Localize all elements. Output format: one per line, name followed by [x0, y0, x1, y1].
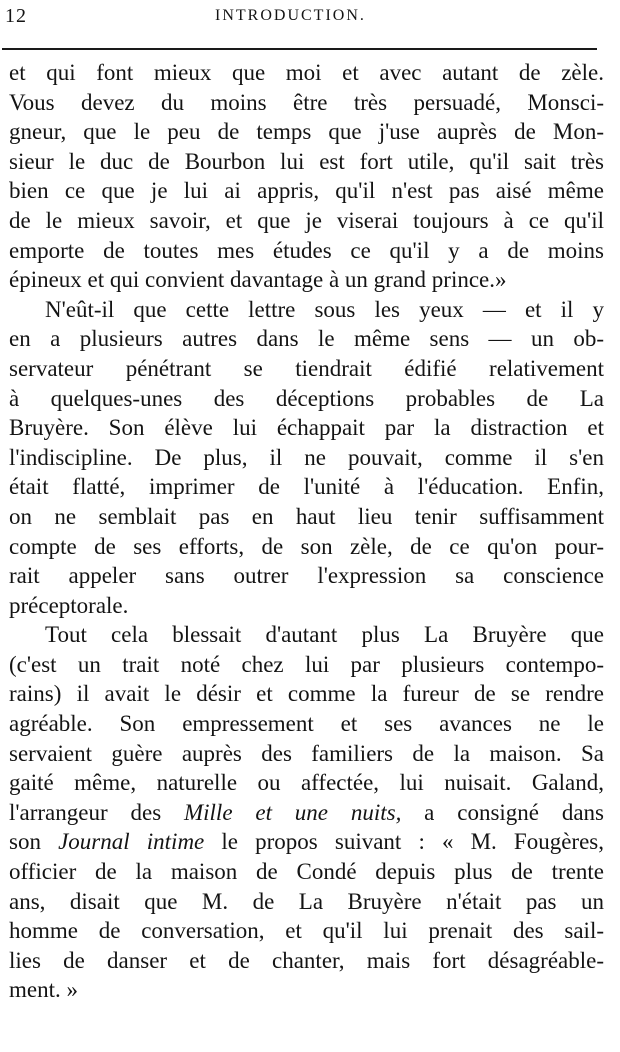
text-run: le propos suivant : « M. Fougères,: [204, 829, 604, 855]
text-line: servateur pénétrant se tiendrait édifié relativement: [9, 355, 604, 381]
text-line: compte de ses efforts, de son zèle, de ce qu'on pour-: [9, 533, 604, 559]
text-line: emporte de toutes mes études ce qu'il y a de moins: [9, 237, 604, 263]
text-line: rait appeler sans outrer l'expression sa conscience: [9, 563, 604, 589]
text-line: en a plusieurs autres dans le même sens — un ob-: [9, 326, 604, 352]
text-line: N'eût-il que cette lettre sous les yeux — et il y: [45, 296, 604, 322]
text-line: Bruyère. Son élève lui échappait par la distraction et: [9, 415, 604, 441]
text-line: ans, disait que M. de La Bruyère n'était pas un: [9, 888, 604, 914]
text-line: préceptorale.: [9, 592, 129, 618]
text-line: lies de danser et de chanter, mais fort désagréable-: [9, 947, 604, 973]
text-line: gaité même, naturelle ou affectée, lui nuisait. Galand,: [9, 770, 604, 796]
text-line: agréable. Son empressement et ses avances ne le: [9, 711, 604, 737]
text-line: à quelques-unes des déceptions probables de La: [9, 385, 604, 411]
text-line: de le mieux savoir, et que je viserai toujours à ce qu'il: [9, 207, 604, 233]
header-rule: [2, 48, 597, 50]
text-line: l'indiscipline. De plus, il ne pouvait, comme il s'en: [9, 444, 604, 470]
text-line: bien ce que je lui ai appris, qu'il n'est pas aisé même: [9, 178, 604, 204]
text-line: on ne semblait pas en haut lieu tenir suffisamment: [9, 503, 604, 529]
page-number: 12: [5, 5, 27, 27]
text-run: l'arrangeur des: [9, 799, 184, 825]
text-line: gneur, que le peu de temps que j'use auprès de Mon-: [9, 119, 604, 145]
text-line: Tout cela blessait d'autant plus La Bruyère que: [45, 622, 604, 648]
text-line: ment. »: [9, 977, 78, 1003]
text-run: son: [9, 829, 59, 855]
text-line: servaient guère auprès des familiers de la maison. Sa: [9, 740, 604, 766]
text-line: était flatté, imprimer de l'unité à l'éducation. Enfin,: [9, 474, 604, 500]
text-line-galand: [9, 798, 604, 828]
running-title: INTRODUCTION.: [215, 7, 366, 24]
text-run: a consigné dans: [401, 799, 604, 825]
text-line: sieur le duc de Bourbon lui est fort utile, qu'il sait très: [9, 148, 604, 174]
text-line: et qui font mieux que moi et avec autant de zèle.: [9, 60, 604, 85]
page-header: [5, 2, 595, 42]
text-line: (c'est un trait noté chez lui par plusieurs contempo-: [9, 651, 604, 677]
italic-title-mille-nuits: Mille et une nuits,: [183, 799, 402, 825]
body-text: [9, 58, 604, 1005]
text-line: Vous devez du moins être très persuadé, Monsci-: [9, 89, 604, 115]
text-line-journal: [9, 827, 604, 857]
text-line: épineux et qui convient davantage à un grand prince.»: [9, 267, 507, 293]
text-line: officier de la maison de Condé depuis plus de trente: [9, 859, 604, 885]
text-line: rains) il avait le désir et comme la fureur de se rendre: [9, 681, 604, 707]
text-line: homme de conversation, et qu'il lui prenait des sail-: [9, 918, 604, 944]
italic-title-journal-intime: Journal intime: [58, 829, 205, 855]
